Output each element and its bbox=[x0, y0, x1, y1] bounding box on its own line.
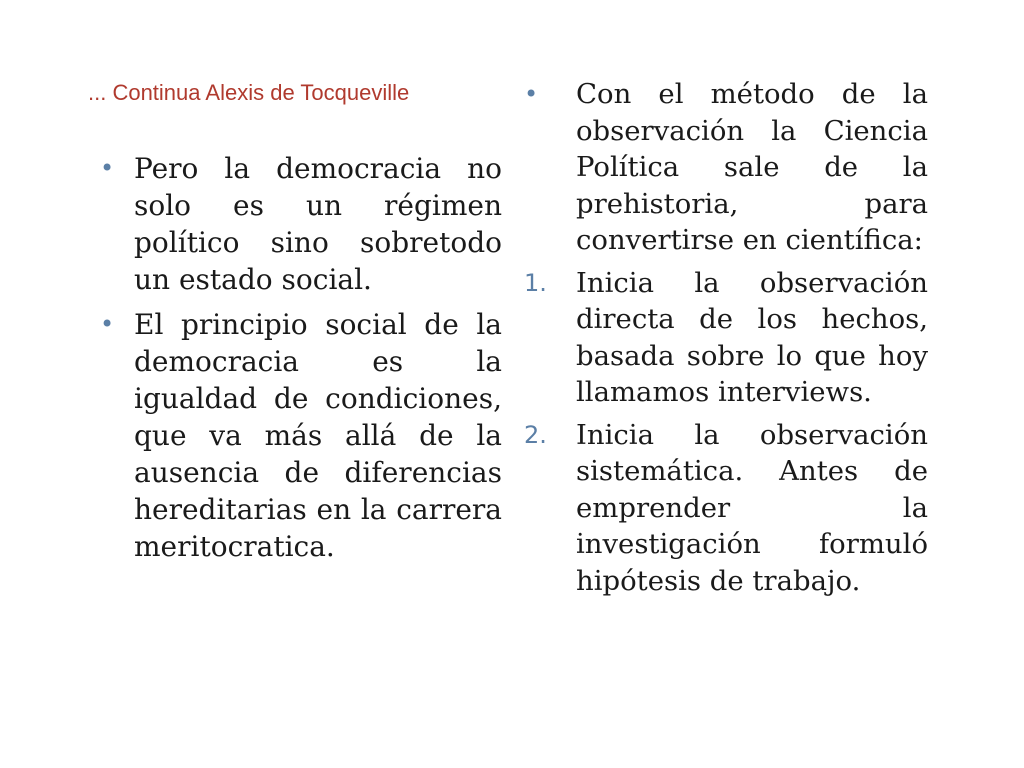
slide-title: ... Continua Alexis de Tocqueville bbox=[88, 80, 410, 105]
left-bullet-text-2: El principio social de la democracia es la igualdad de condiciones, que va más allá de la ausencia de diferencias hereditarias en la carrera meritocratica. bbox=[134, 308, 502, 563]
left-bullet-text-1: Pero la democracia no solo es un régimen político sino sobretodo un estado social. bbox=[134, 152, 502, 296]
left-column-list bbox=[100, 150, 502, 573]
bullet-icon: • bbox=[100, 310, 115, 338]
numbered-item-text-1: Inicia la observación directa de los hechos, basada sobre lo que hoy llamamos interviews. bbox=[576, 266, 928, 408]
item-number-2: 2. bbox=[524, 420, 547, 449]
numbered-item-1 bbox=[520, 265, 928, 411]
left-bullet-item-1 bbox=[100, 150, 502, 298]
bullet-icon: • bbox=[100, 154, 115, 182]
right-intro-item bbox=[520, 76, 928, 259]
numbered-item-text-2: Inicia la observación sistemática. Antes de emprender la investigación formuló hipótesis de trabajo. bbox=[576, 418, 928, 597]
item-number-1: 1. bbox=[524, 268, 547, 297]
left-bullet-item-2 bbox=[100, 306, 502, 565]
bullet-icon: • bbox=[524, 80, 539, 108]
numbered-item-2 bbox=[520, 417, 928, 600]
right-column-list bbox=[520, 76, 928, 605]
right-intro-text: Con el método de la observación la Ciencia Política sale de la prehistoria, para convertirse en científica: bbox=[576, 78, 928, 256]
